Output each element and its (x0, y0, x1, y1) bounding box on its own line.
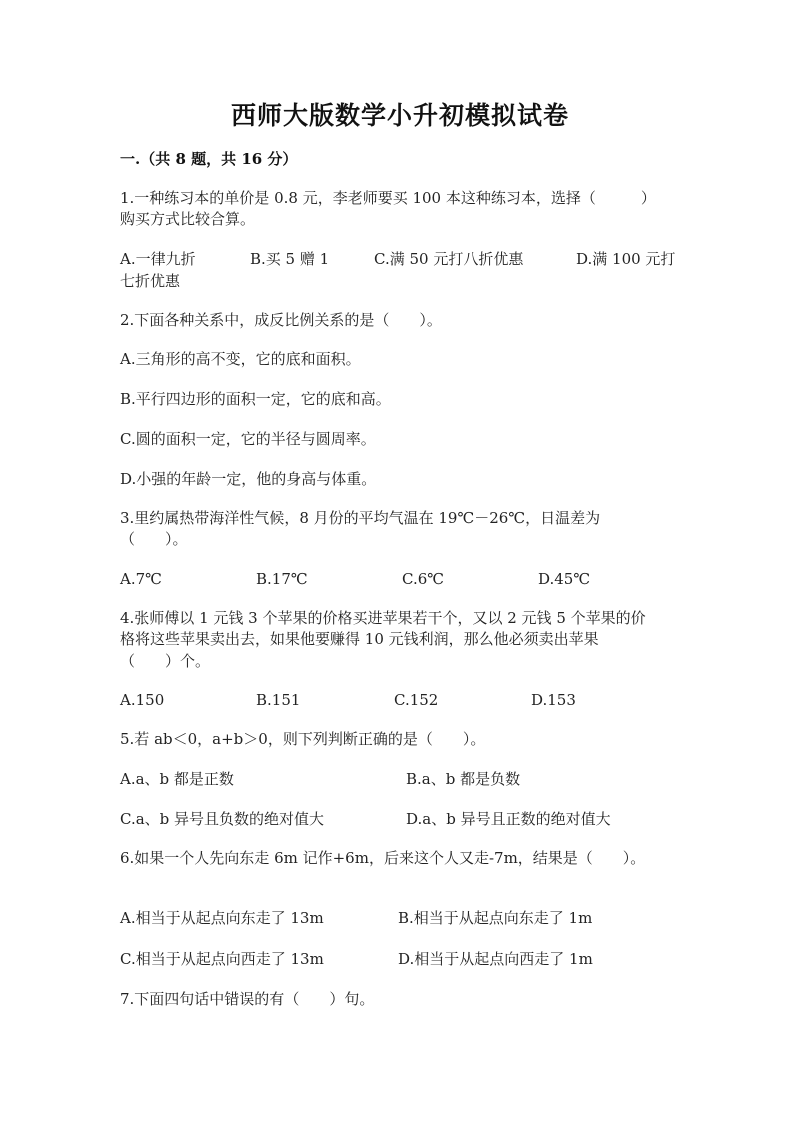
section-heading: 一.（共 8 题，共 16 分） (120, 150, 298, 168)
q4-option-b: B.151 (256, 691, 301, 709)
q3-option-a: A.7℃ (120, 570, 162, 588)
q4-stem-line-1: 4.张师傅以 1 元钱 3 个苹果的价格买进苹果若干个，又以 2 元钱 5 个苹果的价 (120, 609, 646, 627)
q5-option-d: D.a、b 异号且正数的绝对值大 (406, 810, 611, 828)
q3-option-d: D.45℃ (538, 570, 591, 588)
q1-stem-line-2: 购买方式比较合算。 (120, 210, 256, 228)
q4-stem-line-2: 格将这些苹果卖出去，如果他要赚得 10 元钱利润，那么他必须卖出苹果 (120, 630, 599, 648)
q3-stem-line-1: 3.里约属热带海洋性气候，8 月份的平均气温在 19℃－26℃，日温差为 (120, 509, 601, 527)
q6-stem: 6.如果一个人先向东走 6m 记作+6m，后来这个人又走-7m，结果是（ ）。 (120, 849, 646, 867)
q6-option-b: B.相当于从起点向东走了 1m (398, 909, 593, 927)
q4-option-c: C.152 (394, 691, 439, 709)
q4-option-d: D.153 (531, 691, 576, 709)
q6-option-d: D.相当于从起点向西走了 1m (398, 950, 593, 968)
q5-option-c: C.a、b 异号且负数的绝对值大 (120, 810, 325, 828)
q1-option-b: B.买 5 赠 1 (250, 250, 330, 268)
q5-option-b: B.a、b 都是负数 (406, 770, 521, 788)
q3-option-b: B.17℃ (256, 570, 308, 588)
q1-stem-line-1: 1.一种练习本的单价是 0.8 元，李老师要买 100 本这种练习本，选择（ ） (120, 189, 656, 207)
q1-option-d: D.满 100 元打 (576, 250, 676, 268)
q6-option-c: C.相当于从起点向西走了 13m (120, 950, 324, 968)
q2-option-d: D.小强的年龄一定，他的身高与体重。 (120, 470, 377, 488)
q2-stem: 2.下面各种关系中，成反比例关系的是（ ）。 (120, 311, 442, 329)
q3-option-c: C.6℃ (402, 570, 445, 588)
q5-option-a: A.a、b 都是正数 (120, 770, 234, 788)
q1-option-c: C.满 50 元打八折优惠 (374, 250, 524, 268)
q5-stem: 5.若 ab＜0，a+b＞0，则下列判断正确的是（ ）。 (120, 730, 486, 748)
q6-option-a: A.相当于从起点向东走了 13m (120, 909, 324, 927)
q3-stem-line-2: （ ）。 (120, 530, 188, 548)
q4-option-a: A.150 (120, 691, 165, 709)
page-title: 西师大版数学小升初模拟试卷 (230, 101, 569, 130)
q4-stem-line-3: （ ）个。 (120, 652, 211, 670)
q1-option-a: A.一律九折 (120, 250, 196, 268)
q7-stem: 7.下面四句话中错误的有（ ）句。 (120, 990, 375, 1008)
q2-option-a: A.三角形的高不变，它的底和面积。 (120, 350, 361, 368)
q2-option-c: C.圆的面积一定，它的半径与圆周率。 (120, 430, 376, 448)
q2-option-b: B.平行四边形的面积一定，它的底和高。 (120, 390, 391, 408)
q1-option-d-continued: 七折优惠 (120, 272, 181, 290)
